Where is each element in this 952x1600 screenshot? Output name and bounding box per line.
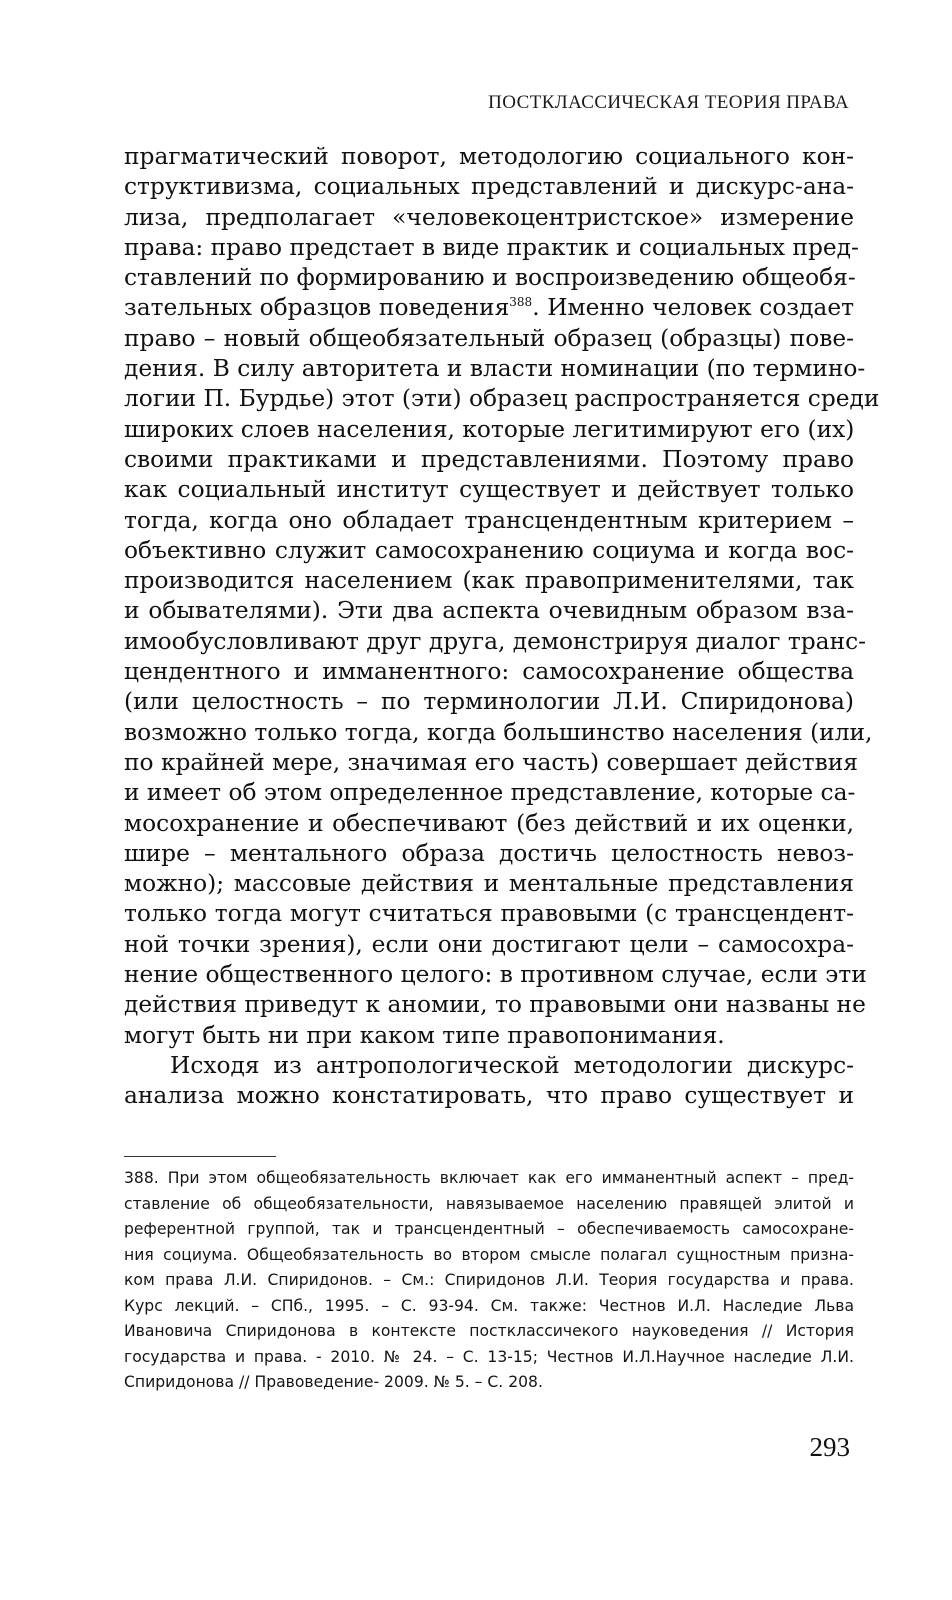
text-line: логии П. Бурдье) этот (эти) образец распространяется среди <box>124 385 880 413</box>
text-line: как социальный институт существует и действует только <box>124 476 854 504</box>
footnote-divider <box>124 1156 276 1157</box>
text-line: мосохранение и обеспечивают (без действий и их оценки, <box>124 809 854 837</box>
text-line: шире – ментального образа достичь целостность невоз- <box>124 839 854 867</box>
paragraph-first-line: Исходя из антропологической методологии дискурс- <box>170 1051 854 1079</box>
footnote-line: Курс лекций. – СПб., 1995. – С. 93-94. См. также: Честнов И.Л. Наследие Льва <box>124 1296 854 1315</box>
footnote-line: 388. При этом общеобязательность включает как его имманентный аспект – пред- <box>124 1169 854 1187</box>
footnote-reference[interactable]: 388 <box>509 295 533 310</box>
footnote-line: ставление об общеобязательности, навязываемое населению правящей элитой и <box>124 1194 854 1213</box>
text-line: дения. В силу авторитета и власти номинации (по термино- <box>124 355 866 383</box>
text-line: только тогда могут считаться правовыми (с трансцендент- <box>124 900 854 928</box>
text-line: права: право предстает в виде практик и социальных пред- <box>124 233 859 261</box>
text-line: своими практиками и представлениями. Поэтому право <box>124 445 854 473</box>
text-line-with-footnote-ref <box>124 293 854 323</box>
text-line: анализа можно констатировать, что право существует и <box>124 1082 854 1110</box>
footnote-line: Ивановича Спиридонова в контексте постклассичекого науковедения // История <box>124 1322 854 1340</box>
text-line: действия приведут к аномии, то правовыми они названы не <box>124 991 866 1019</box>
main-text <box>124 142 880 1112</box>
text-line: возможно только тогда, когда большинство населения (или, <box>124 718 873 746</box>
text-line: структивизма, социальных представлений и дискурс-ана- <box>124 173 854 201</box>
text-line: ставлений по формированию и воспроизведению общеобя- <box>124 264 856 292</box>
text-line: объективно служит самосохранению социума и когда вос- <box>124 536 854 564</box>
text-line: прагматический поворот, методологию социального кон- <box>124 143 854 170</box>
text-line: лиза, предполагает «человекоцентристское» измерение <box>124 203 854 231</box>
text-fragment: зательных образцов поведения <box>124 294 510 322</box>
page-number: 293 <box>809 1432 850 1462</box>
text-line: производится населением (как правоприменителями, так <box>124 567 854 595</box>
footnote-line: государства и права. - 2010. № 24. – С. 13-15; Честнов И.Л.Научное наследие Л.И. <box>124 1347 854 1366</box>
footnote-line: ком права Л.И. Спиридонов. – См.: Спиридонов Л.И. Теория государства и права. <box>124 1271 854 1289</box>
text-line: и имеет об этом определенное представление, которые са- <box>124 779 856 807</box>
text-line: цендентного и имманентного: самосохранение общества <box>124 658 854 686</box>
text-line: имообусловливают друг друга, демонстрируя диалог транс- <box>124 627 867 655</box>
text-line: можно); массовые действия и ментальные представления <box>124 870 854 898</box>
text-line: широких слоев населения, которые легитимируют его (их) <box>124 415 855 443</box>
footnote-line: референтной группой, так и трансцендентный – обеспечиваемость самосохране- <box>124 1220 854 1238</box>
text-line: и обывателями). Эти два аспекта очевидным образом вза- <box>124 597 854 625</box>
text-line: нение общественного целого: в противном случае, если эти <box>124 961 867 989</box>
footnote-388 <box>124 1166 854 1396</box>
text-line: по крайней мере, значимая его часть) совершает действия <box>124 748 858 776</box>
text-line: (или целостность – по терминологии Л.И. Спиридонова) <box>124 688 854 716</box>
text-line: ной точки зрения), если они достигают цели – самосохра- <box>124 930 854 958</box>
footnote-line: Спиридонова // Правоведение- 2009. № 5. – С. 208. <box>124 1373 543 1391</box>
text-line: тогда, когда оно обладает трансцендентным критерием – <box>124 506 854 534</box>
text-fragment: . Именно человек создает <box>532 294 854 322</box>
footnote-line: ния социума. Общеобязательность во втором смысле полагал сущностным призна- <box>124 1245 854 1264</box>
paragraph-last-line: могут быть ни при каком типе правопонимания. <box>124 1021 725 1049</box>
text-line: право – новый общеобязательный образец (образцы) пове- <box>124 324 854 352</box>
running-header: ПОСТКЛАССИЧЕСКАЯ ТЕОРИЯ ПРАВА <box>488 92 849 113</box>
